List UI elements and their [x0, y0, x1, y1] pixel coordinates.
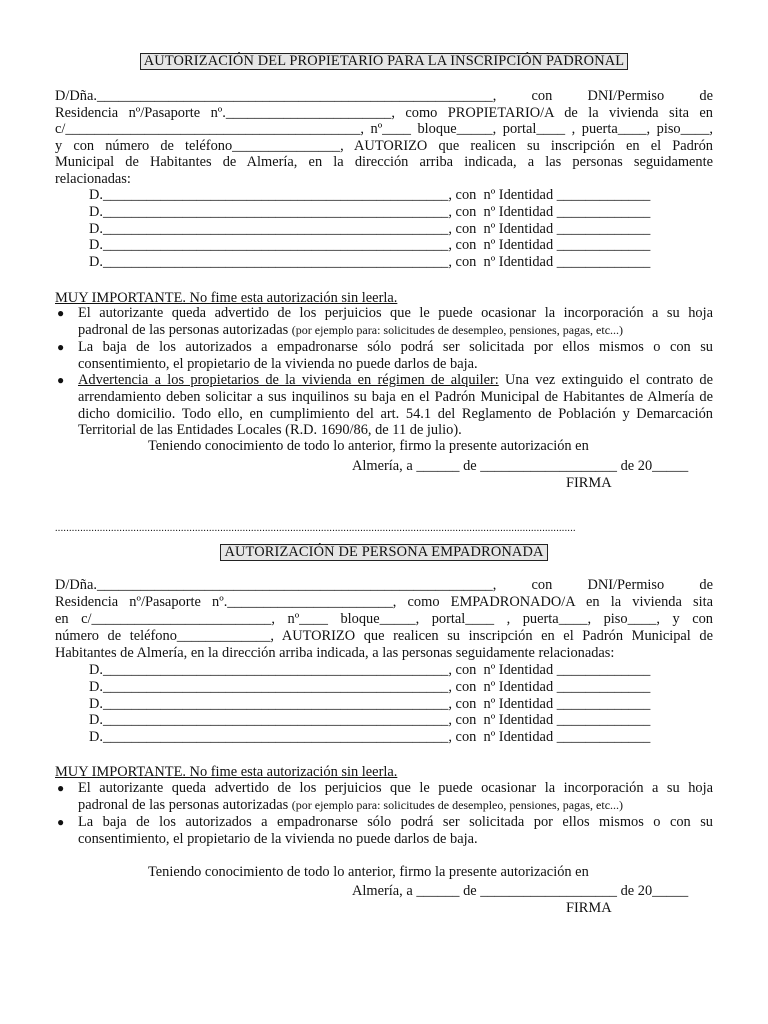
bullet-text: El autorizante queda advertido de los perjuicios que le puede ocasionar la incorporación a su hoja [78, 780, 713, 796]
bullet-item [55, 372, 713, 438]
bullet-icon: ● [57, 781, 65, 795]
bullet-icon: ● [57, 340, 65, 355]
person-line[interactable]: D.________________________________________________, con nº Identidad _____________ [89, 662, 651, 678]
section2-para-line-1: D/Dña._______________________________________________________, con DNI/Permiso de [55, 577, 713, 593]
bullet-small-text: (por ejemplo para: solicitudes de desempleo, pensiones, pagas, etc...) [291, 322, 624, 337]
bullet-text: padronal de las personas autorizadas [78, 796, 292, 813]
section2-place-date[interactable]: Almería, a ______ de ___________________ de 20_____ [352, 883, 689, 899]
person-line[interactable]: D.________________________________________________, con nº Identidad _____________ [89, 712, 651, 729]
bullet-item [55, 814, 713, 847]
bullet-small-text: (por ejemplo para: solicitudes de desempleo, pensiones, pagas, etc...) [291, 797, 624, 812]
section2-title-wrap [0, 544, 768, 561]
person-line[interactable]: D.________________________________________________, con nº Identidad _____________ [89, 237, 651, 254]
bullet-text: La baja de los autorizados a empadronarse sólo podrá ser solicitada por ellos mismos o con su consentimiento, el propietario de la vivienda no puede darlos de baja. [78, 814, 713, 847]
bullet-icon: ● [57, 815, 65, 830]
person-line[interactable]: D.________________________________________________, con nº Identidad _____________ [89, 220, 651, 237]
bullet-underlined-text: Advertencia a los propietarios de la vivienda en régimen de alquiler: [78, 372, 499, 389]
person-line[interactable]: D.________________________________________________, con nº Identidad _____________ [89, 695, 651, 712]
section1-para-line-1: D/Dña._______________________________________________________, con DNI/Permiso de [55, 88, 713, 104]
person-line[interactable]: D.________________________________________________, con nº Identidad _____________ [89, 187, 651, 203]
section2-para-line-5: Habitantes de Almería, en la dirección arriba indicada, a las personas seguidamente relacionadas: [55, 645, 615, 661]
person-line[interactable]: D.________________________________________________, con nº Identidad _____________ [89, 729, 651, 746]
section2-closing: Teniendo conocimiento de todo lo anterior, firmo la presente autorización en [148, 864, 589, 880]
section1-para-line-3: c/_________________________________________, nº____ bloque_____, portal____ , puerta____, piso____, [55, 121, 713, 137]
section1-para-line-2: Residencia nº/Pasaporte nº._______________________, como PROPIETARIO/A de la vivienda sita en [55, 104, 713, 121]
section1-para-line-5: Municipal de Habitantes de Almería, en la dirección arriba indicada, a las personas seguidamente [55, 154, 713, 170]
bullet-text: El autorizante queda advertido de los perjuicios que le puede ocasionar la incorporación a su hoja [78, 305, 713, 321]
person-line[interactable]: D.________________________________________________, con nº Identidad _____________ [89, 203, 651, 220]
section2-important-heading: MUY IMPORTANTE. No fime esta autorización sin leerla. [55, 764, 398, 780]
section2-signature-label: FIRMA [566, 900, 612, 916]
bullet-item [55, 305, 713, 338]
section1-person-list [89, 187, 650, 271]
section2-para-line-4: número de teléfono_____________, AUTORIZO que realicen su inscripción en el Padrón Municipal de [55, 628, 713, 644]
section1-important-heading: MUY IMPORTANTE. No fime esta autorización sin leerla. [55, 290, 398, 306]
section1-para-line-6: relacionadas: [55, 170, 131, 187]
bullet-text: Una vez extinguido el contrato de arrendamiento deben solicitar a sus inquilinos su baja en el Padrón Municipal de Habitantes de Almería de dicho domicilio. Todo ello, en cumplimiento del art. 54.1 del Reglamento de Población y Demarcación Territorial de las Entidades Locales (R.D. 1690/86, de 11 de julio). [78, 372, 714, 439]
section2-person-list [89, 662, 650, 746]
person-line[interactable]: D.________________________________________________, con nº Identidad _____________ [89, 678, 651, 695]
section1-place-date[interactable]: Almería, a ______ de ___________________ de 20_____ [352, 458, 689, 474]
section2-title: AUTORIZACIÓN DE PERSONA EMPADRONADA [220, 544, 547, 561]
bullet-icon: ● [57, 373, 65, 388]
section1-title: AUTORIZACIÓN DEL PROPIETARIO PARA LA INSCRIPCIÓN PADRONAL [140, 53, 628, 70]
section1-bullets [55, 305, 713, 439]
bullet-text: padronal de las personas autorizadas [78, 321, 292, 338]
person-line[interactable]: D.________________________________________________, con nº Identidad _____________ [89, 254, 651, 271]
section1-para-line-4: y con número de teléfono_______________, AUTORIZO que realicen su inscripción en el Padrón [55, 137, 713, 154]
section2-para-line-2: Residencia nº/Pasaporte nº._______________________, como EMPADRONADO/A en la vivienda sita [55, 594, 713, 610]
section1-title-wrap [0, 53, 768, 70]
bullet-text: La baja de los autorizados a empadronarse sólo podrá ser solicitada por ellos mismos o con su consentimiento, el propietario de la vivienda no puede darlos de baja. [78, 339, 713, 372]
section1-closing: Teniendo conocimiento de todo lo anterior, firmo la presente autorización en [148, 438, 589, 454]
cut-separator: .......................................................................................................................................................................................... [55, 524, 576, 534]
section2-bullets [55, 780, 713, 847]
bullet-item [55, 339, 713, 372]
section2-para-line-3: en c/_________________________, nº____ bloque_____, portal____ , puerta____, piso____, y con [55, 611, 713, 627]
bullet-item [55, 780, 713, 813]
bullet-icon: ● [57, 306, 65, 320]
section1-signature-label: FIRMA [566, 475, 612, 491]
